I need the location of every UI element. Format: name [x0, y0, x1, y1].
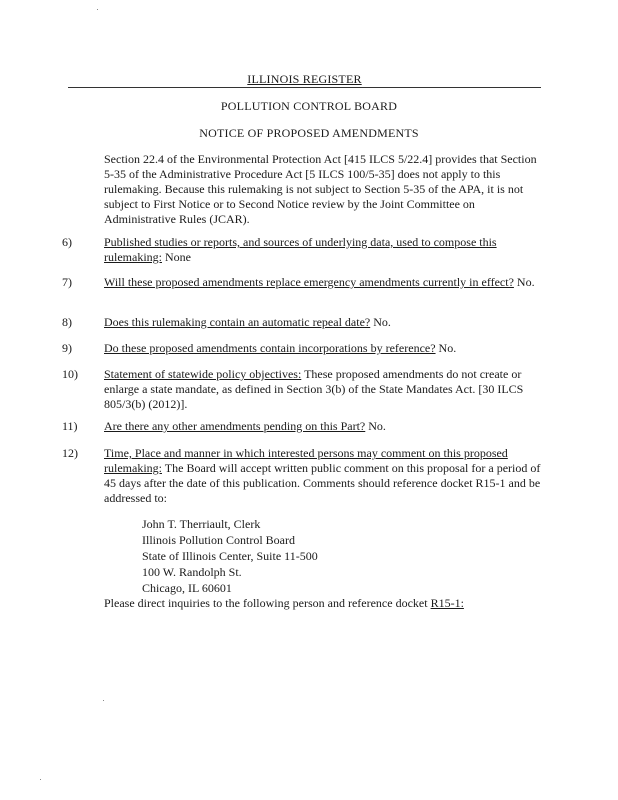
item-label: Does this rulemaking contain an automatic repeal date?	[104, 315, 371, 329]
item-number: 7)	[62, 275, 72, 289]
item-number: 12)	[62, 446, 78, 460]
item-value: No.	[368, 419, 386, 433]
item-label: Published studies or reports, and sources of underlying data, used to compose this rulemaking:	[104, 235, 497, 264]
item-label: Statement of statewide policy objectives:	[104, 367, 302, 381]
item-label: Do these proposed amendments contain incorporations by reference?	[104, 341, 436, 355]
item-value: No.	[438, 341, 457, 355]
item-number: 11)	[62, 419, 78, 433]
item-number: 6)	[62, 235, 72, 249]
address-line: Illinois Pollution Control Board	[142, 533, 296, 547]
item-7	[104, 275, 544, 290]
board-title: POLLUTION CONTROL BOARD	[220, 99, 398, 113]
address-line: John T. Therriault, Clerk	[142, 517, 261, 531]
scan-speck	[103, 700, 104, 701]
item-number: 9)	[62, 341, 72, 355]
address-line: State of Illinois Center, Suite 11-500	[142, 549, 318, 563]
register-title: ILLINOIS REGISTER	[247, 72, 362, 86]
scan-speck	[40, 779, 41, 780]
item-value: No.	[373, 315, 391, 329]
address-line: 100 W. Randolph St.	[142, 565, 242, 579]
clerk-address	[142, 516, 318, 596]
closing-text: Please direct inquiries to the following person and reference docket	[104, 596, 428, 610]
intro-paragraph: Section 22.4 of the Environmental Protection Act [415 ILCS 5/22.4] provides that Section 5-35 of the Administrative Procedure Act [5 ILCS 100/5-35] does not apply to this rulemaking. Because this rulemaking is not subject to Section 5-35 of the APA, it is not subject to First Notice or to Second Notice review by the Joint Committee on Administrative Rules (JCAR).	[104, 152, 537, 226]
item-11	[104, 419, 544, 434]
item-9	[104, 341, 544, 356]
item-value: No.	[516, 275, 535, 289]
notice-title: NOTICE OF PROPOSED AMENDMENTS	[199, 126, 419, 140]
item-label: Time, Place and manner in which interested persons may comment on this proposed rulemaking:	[104, 446, 508, 475]
header-rule	[68, 87, 541, 88]
item-10	[104, 367, 544, 412]
scan-speck	[97, 9, 98, 10]
item-8	[104, 315, 544, 330]
item-value: These proposed amendments do not create or enlarge a state mandate, as defined in Section 3(b) of the State Mandates Act. [30 ILCS 805/3(b) (2012)].	[104, 367, 524, 411]
closing-paragraph	[104, 596, 544, 611]
item-number: 10)	[62, 367, 78, 381]
item-value: The Board will accept written public comment on this proposal for a period of 45 days after the date of this publication. Comments should reference docket R15-1 and be addressed to:	[104, 461, 541, 505]
closing-docket: R15-1:	[430, 596, 464, 610]
address-line: Chicago, IL 60601	[142, 581, 232, 595]
item-label: Are there any other amendments pending on this Part?	[104, 419, 366, 433]
item-12	[104, 446, 544, 506]
item-label: Will these proposed amendments replace emergency amendments currently in effect?	[104, 275, 514, 289]
item-number: 8)	[62, 315, 72, 329]
item-value: None	[164, 250, 191, 264]
item-6	[104, 235, 544, 265]
